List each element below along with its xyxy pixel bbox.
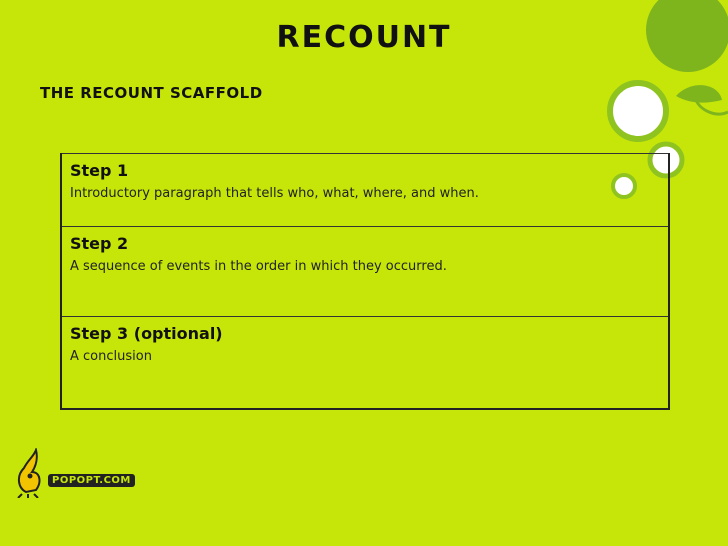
step-title: Step 1 — [70, 161, 129, 180]
step-row — [62, 226, 668, 316]
step-title: Step 2 — [70, 234, 129, 253]
step-title: Step 3 (optional) — [70, 324, 223, 343]
logo-text: POPOPT.COM — [48, 474, 135, 487]
scaffold-table — [60, 153, 670, 410]
ring-circle-decoration — [610, 83, 666, 139]
step-description: A conclusion — [70, 349, 152, 364]
slide-subtitle: THE RECOUNT SCAFFOLD — [40, 84, 263, 102]
leaf-decoration — [676, 85, 722, 102]
bird-mascot-icon — [12, 448, 48, 498]
popopt-logo — [12, 448, 132, 498]
step-description: A sequence of events in the order in which they occurred. — [70, 259, 447, 274]
slide-title: RECOUNT — [276, 20, 452, 55]
step-description: Introductory paragraph that tells who, what, where, and when. — [70, 186, 479, 201]
step-row — [62, 316, 668, 408]
step-row — [62, 153, 668, 226]
